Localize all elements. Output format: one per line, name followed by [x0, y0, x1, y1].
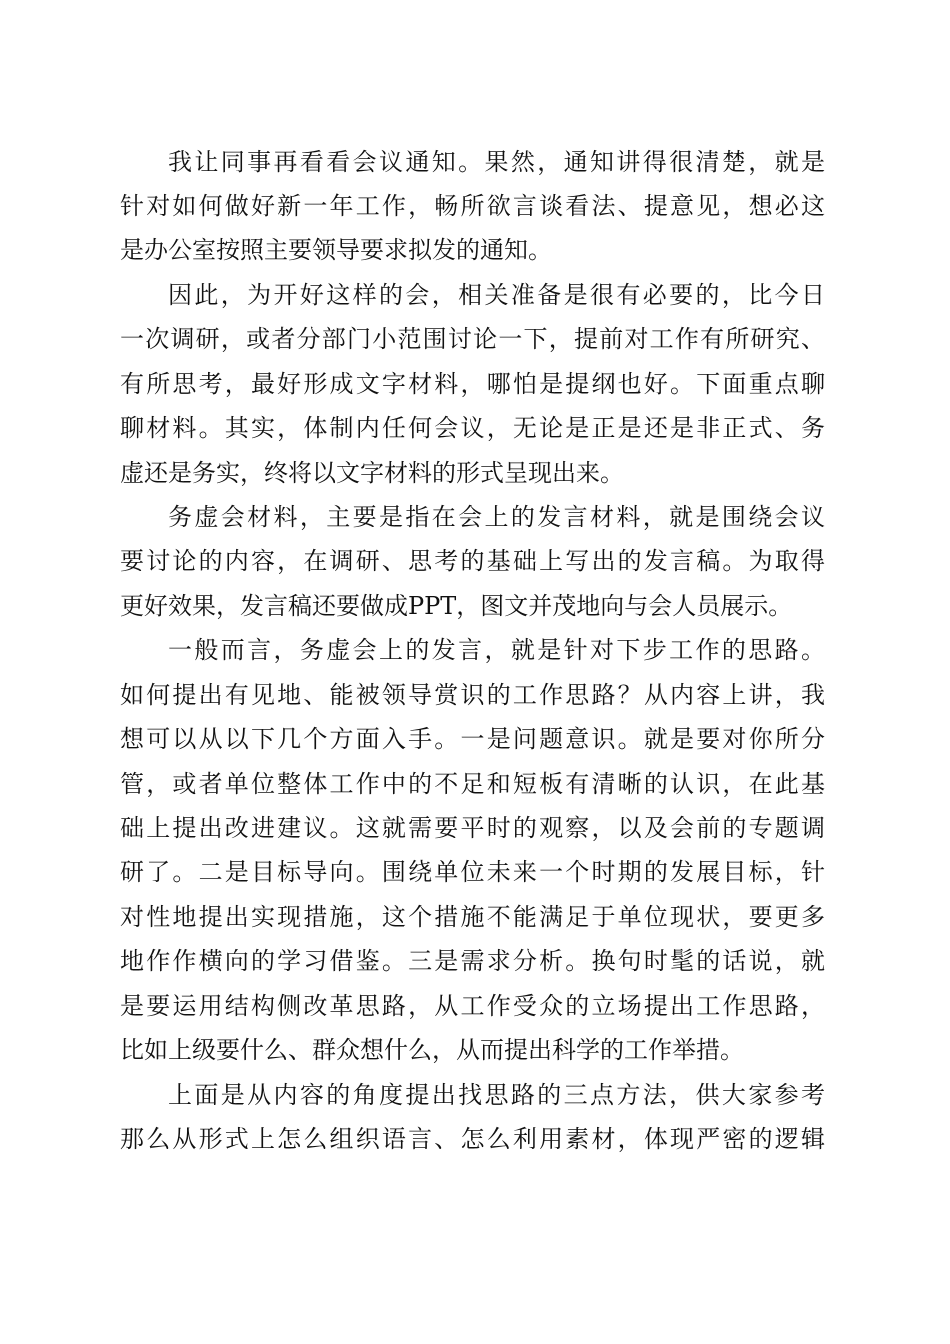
text-line: 研了。二是目标导向。围绕单位未来一个时期的发展目标，针 [120, 858, 825, 886]
text-line: 是办公室按照主要领导要求拟发的通知。 [120, 236, 552, 264]
text-line: 地作作横向的学习借鉴。三是需求分析。换句时髦的话说，就 [120, 947, 825, 975]
text-line: 要讨论的内容，在调研、思考的基础上写出的发言稿。为取得 [120, 547, 825, 575]
text-line: 对性地提出实现措施，这个措施不能满足于单位现状，要更多 [120, 903, 825, 931]
text-line: 那么从形式上怎么组织语言、怎么利用素材，体现严密的逻辑 [120, 1125, 825, 1153]
text-line: 务虚会材料，主要是指在会上的发言材料，就是围绕会议 [168, 503, 825, 531]
text-line: 上面是从内容的角度提出找思路的三点方法，供大家参考 [168, 1081, 825, 1109]
text-line: 管，或者单位整体工作中的不足和短板有清晰的认识，在此基 [120, 770, 825, 798]
text-line: 一般而言，务虚会上的发言，就是针对下步工作的思路。 [168, 636, 825, 664]
text-line: 比如上级要什么、群众想什么，从而提出科学的工作举措。 [120, 1036, 744, 1064]
text-line: 有所思考，最好形成文字材料，哪怕是提纲也好。下面重点聊 [120, 370, 825, 398]
text-line: 因此，为开好这样的会，相关准备是很有必要的，比今日 [168, 281, 825, 309]
text-line: 如何提出有见地、能被领导赏识的工作思路？从内容上讲，我 [120, 681, 825, 709]
text-line: 针对如何做好新一年工作，畅所欲言谈看法、提意见，想必这 [120, 192, 825, 220]
text-line: 虚还是务实，终将以文字材料的形式呈现出来。 [120, 459, 624, 487]
text-line: 是要运用结构侧改革思路，从工作受众的立场提出工作思路， [120, 992, 825, 1020]
text-line: 一次调研，或者分部门小范围讨论一下，提前对工作有所研究、 [120, 325, 825, 353]
text-line: 聊材料。其实，体制内任何会议，无论是正是还是非正式、务 [120, 414, 825, 442]
text-line: 我让同事再看看会议通知。果然，通知讲得很清楚，就是 [168, 148, 825, 176]
text-line: 础上提出改进建议。这就需要平时的观察，以及会前的专题调 [120, 814, 825, 842]
text-line: 更好效果，发言稿还要做成PPT，图文并茂地向与会人员展示。 [120, 592, 793, 620]
text-line: 想可以从以下几个方面入手。一是问题意识。就是要对你所分 [120, 725, 825, 753]
